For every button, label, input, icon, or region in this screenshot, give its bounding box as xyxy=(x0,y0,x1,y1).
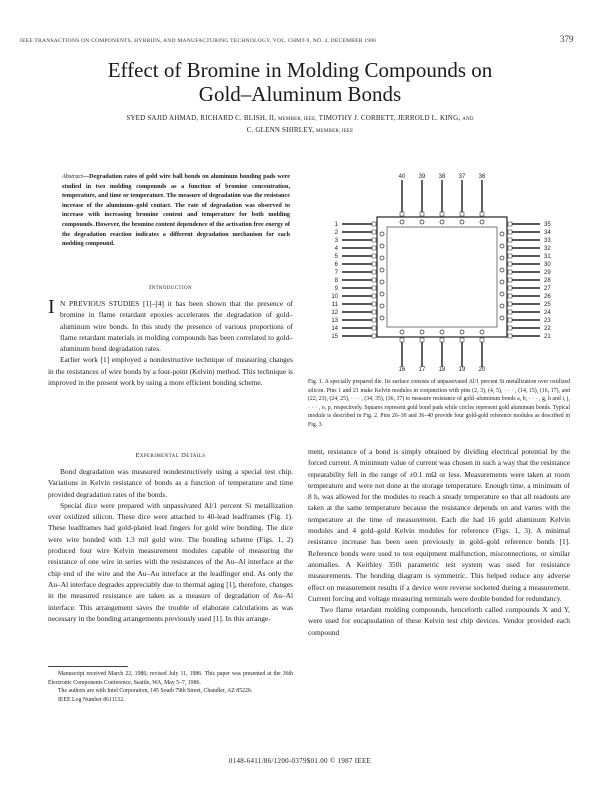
lead-pin xyxy=(508,278,551,284)
lead-pin xyxy=(335,262,376,268)
pin-label: 18 xyxy=(438,367,446,372)
gold-aluminum-bond xyxy=(500,304,504,308)
lead-pin xyxy=(331,294,376,300)
gold-bond-pad xyxy=(372,318,376,322)
lead-pin xyxy=(508,230,551,236)
member-note-2: MEMBER, IEEE xyxy=(316,129,354,134)
pin-label: 12 xyxy=(331,310,338,316)
gold-bond-pad xyxy=(480,338,484,342)
gold-bond-pad xyxy=(508,246,512,250)
pin-label: 17 xyxy=(418,367,426,372)
pin-label: 35 xyxy=(544,222,551,228)
gold-aluminum-bond xyxy=(500,280,504,284)
gold-aluminum-bond xyxy=(480,220,484,224)
experimental-body xyxy=(48,466,293,624)
lead-pin xyxy=(419,338,426,372)
pin-label: 15 xyxy=(331,334,338,340)
footnote-rule xyxy=(48,666,128,667)
title-line-2: Gold–Aluminum Bonds xyxy=(198,82,402,106)
pin-label: 13 xyxy=(331,318,338,324)
gold-bond-pad xyxy=(508,334,512,338)
lead-pin xyxy=(335,230,376,236)
title-line-1: Effect of Bromine in Molding Compounds on xyxy=(107,58,493,82)
introduction-body xyxy=(48,298,293,388)
gold-aluminum-bond xyxy=(440,330,444,334)
gold-bond-pad xyxy=(372,302,376,306)
lead-pin xyxy=(331,318,376,324)
gold-bond-pad xyxy=(440,212,444,216)
footnote-affiliation: The authors are with Intel Corporation, 145 South 79th Street, Chandler, AZ 85226. xyxy=(58,688,253,695)
section-heading-introduction: Introduction xyxy=(148,284,193,291)
lead-pin xyxy=(508,246,551,252)
lead-pin xyxy=(332,302,376,308)
pin-label: 28 xyxy=(544,278,551,284)
gold-bond-pad xyxy=(508,262,512,266)
author-list xyxy=(20,113,580,137)
gold-aluminum-bond xyxy=(460,220,464,224)
abstract-label: Abstract xyxy=(62,173,83,180)
figure-1-caption xyxy=(308,378,570,429)
lead-pin xyxy=(508,318,551,324)
pin-label: 23 xyxy=(544,318,551,324)
gold-bond-pad xyxy=(508,222,512,226)
pin-label: 40 xyxy=(398,174,406,180)
gold-aluminum-bond xyxy=(500,292,504,296)
gold-bond-pad xyxy=(508,302,512,306)
die-inner-boundary xyxy=(387,227,497,327)
paper-title xyxy=(30,58,570,106)
pin-label: 39 xyxy=(418,174,426,180)
gold-bond-pad xyxy=(372,246,376,250)
pin-label: 37 xyxy=(458,174,466,180)
pin-label: 34 xyxy=(544,230,551,236)
right-paragraph-2: Two flame retardant molding compounds, henceforth called compounds X and Y, were used for encapsulation of these Kelvin test chip devices. Vendor provided each compound xyxy=(308,605,570,637)
gold-aluminum-bond xyxy=(380,232,384,236)
copyright-line: 0148-6411/86/1200-0379$01.00 © 1987 IEEE xyxy=(228,757,372,765)
gold-bond-pad xyxy=(372,254,376,258)
gold-bond-pad xyxy=(372,310,376,314)
lead-pin xyxy=(335,278,376,284)
lead-pin xyxy=(399,338,406,372)
footnote-manuscript: Manuscript received March 22, 1986; revised July 11, 1986. This paper was presented at the 36th Electronic Components Conference, Seattle, WA, May 5–7, 1986. xyxy=(48,671,293,686)
gold-bond-pad xyxy=(460,338,464,342)
pin-label: 5 xyxy=(334,254,338,260)
lead-pin xyxy=(508,326,551,332)
gold-bond-pad xyxy=(372,270,376,274)
gold-aluminum-bond xyxy=(500,268,504,272)
lead-pin xyxy=(335,270,376,276)
gold-aluminum-bond xyxy=(500,316,504,320)
pin-label: 16 xyxy=(398,367,406,372)
footnotes xyxy=(48,670,293,704)
gold-bond-pad xyxy=(508,326,512,330)
pin-label: 24 xyxy=(544,310,551,316)
author-name-3: C. GLENN SHIRLEY, xyxy=(246,126,315,134)
gold-bond-pad xyxy=(440,338,444,342)
gold-bond-pad xyxy=(508,294,512,298)
pin-label: 20 xyxy=(478,367,486,372)
lead-pin xyxy=(335,286,376,292)
gold-aluminum-bond xyxy=(500,232,504,236)
gold-bond-pad xyxy=(372,294,376,298)
pin-label: 31 xyxy=(544,254,551,260)
gold-aluminum-bond xyxy=(440,220,444,224)
lead-pin xyxy=(335,238,376,244)
pin-label: 38 xyxy=(438,174,446,180)
pin-label: 32 xyxy=(544,246,551,252)
gold-bond-pad xyxy=(508,270,512,274)
pin-label: 3 xyxy=(334,238,338,244)
lead-pin xyxy=(335,222,376,228)
lead-pin xyxy=(508,294,551,300)
lead-pin xyxy=(508,270,551,276)
gold-bond-pad xyxy=(420,338,424,342)
pin-label: 10 xyxy=(331,294,338,300)
pin-label: 25 xyxy=(544,302,551,308)
footnote-log-number: IEEE Log Number 8611132. xyxy=(58,696,125,703)
caption-text: A specially prepared die. Its surface consists of unpassivated Al/1 percent Si metallization over oxidized silicon. Pins 1 and 21 make Kelvin modules in conjunction with pins (2, 3), (4, 5), · · · , (14, 15), (16, 17), and (22, 23), (24, 25), · · · , (34, 35), (36, 37) to measure resistance of gold–aluminum bonds a, b, · · · , g, h and i, j, · · · , o, p, respectively. Squares represent gold bond pads while circles represent gold aluminum bonds. Typical module is described in Fig. 2. Pins 26–30 and 36–40 provide four gold-gold reference modules as described in Fig. 3. xyxy=(308,379,570,428)
gold-aluminum-bond xyxy=(380,316,384,320)
author-names-1: SYED SAJID AHMAD, RICHARD C. BLISH, II, xyxy=(126,114,277,122)
gold-aluminum-bond xyxy=(400,330,404,334)
running-head: IEEE TRANSACTIONS ON COMPONENTS, HYBRIDS, AND MANUFACTURING TECHNOLOGY, VOL. CHMT-9, NO. 4, DECEMBER 1986 xyxy=(20,38,377,44)
lead-pin xyxy=(439,174,446,216)
lead-pin xyxy=(331,310,376,316)
gold-bond-pad xyxy=(372,230,376,234)
lead-pin xyxy=(419,174,426,216)
gold-aluminum-bond xyxy=(380,280,384,284)
experimental-paragraph-1: Bond degradation was measured nondestructively using a special test chip. Variations in Kelvin resistance of bonds as a function of temperature and time provided degradation rates of the bonds. xyxy=(48,467,293,499)
right-column-body xyxy=(308,446,570,638)
gold-bond-pad xyxy=(508,318,512,322)
page-number: 379 xyxy=(560,34,574,44)
pin-label: 26 xyxy=(544,294,551,300)
pin-label: 19 xyxy=(458,367,466,372)
pin-label: 27 xyxy=(544,286,551,292)
gold-bond-pad xyxy=(508,310,512,314)
pin-label: 22 xyxy=(544,326,551,332)
lead-pin xyxy=(508,262,551,268)
die-outline xyxy=(377,217,507,337)
lead-pin xyxy=(508,334,551,340)
gold-bond-pad xyxy=(508,238,512,242)
gold-bond-pad xyxy=(508,254,512,258)
gold-aluminum-bond xyxy=(380,256,384,260)
lead-pin xyxy=(508,302,551,308)
abstract xyxy=(62,172,290,249)
section-heading-experimental: Experimental Details xyxy=(135,452,206,459)
pin-label: 33 xyxy=(544,238,551,244)
drop-cap: I xyxy=(48,296,55,318)
lead-pin xyxy=(479,338,486,372)
pin-label: 1 xyxy=(334,222,338,228)
pin-label: 7 xyxy=(334,270,338,276)
pin-label: 21 xyxy=(544,334,551,340)
gold-aluminum-bond xyxy=(380,244,384,248)
gold-bond-pad xyxy=(400,212,404,216)
author-names-2: TIMOTHY J. CORBETT, JERROLD L. KING, xyxy=(318,114,461,122)
intro-lead: N PREVIOUS STUDIES xyxy=(60,299,140,308)
gold-bond-pad xyxy=(372,238,376,242)
gold-bond-pad xyxy=(420,212,424,216)
member-note-1: MEMBER, IEEE, xyxy=(278,117,317,122)
right-paragraph-1: ment, resistance of a bond is simply obtained by dividing electrical potential by the forced current. A minimum value of current was chosen in such a way that the resistance repeatability fell in the range of ±0.1 mΩ or less. Measurements were taken at room temperature and were not done at the storage temperature. Enough time, a minimum of 8 h, was allowed for the modules to reach a steady temperature so that all readouts are taken at the same temperature because the resistance depends on and varies with the temperature at the time of measurement. Each die had 16 gold aluminum Kelvin modules and 4 gold–gold Kelvin modules for reference (Figs. 1, 3). A minimal resistance increase has been seen previously in gold–gold reference bonds [1]. Reference bonds were used to test equipment malfunction, misconnections, or similar anomalies. A Keithley 350i parametric test system was used for resistance measurements. The bonding diagram is symmetric. This helped reduce any adverse effect on measurement results if a device were reverse socketed during a measurement. Current forcing and voltage measuring terminals were double bonded for redundancy. xyxy=(308,447,570,603)
lead-pin xyxy=(331,326,376,332)
lead-pin xyxy=(459,174,466,216)
gold-bond-pad xyxy=(508,278,512,282)
gold-aluminum-bond xyxy=(380,292,384,296)
lead-pin xyxy=(508,286,551,292)
lead-pin xyxy=(335,246,376,252)
gold-bond-pad xyxy=(508,230,512,234)
experimental-paragraph-2: Special dice were prepared with unpassivated Al/1 percent Si metallization over oxidized silicon. These dice were attached to 40-lead leadframes (Fig. 1). These leadframes had gold-plated lead fingers for gold wire bonding. The dice were wire bonded with 1.3 mil gold wire. The bonding scheme (Figs. 1, 2) produced four wire Kelvin measurement modules capable of measuring the resistance of one wire in series with the resistances of the Au–Al interface at the chip end of the wire and the Au–Au interface at the leadfinger end. As only the Au–Al interface degrades appreciably due to thermal aging [1], therefore, changes in the measured resistance are taken as a measure of degradation of Au–Al interface. This arrangement saves the trouble of elaborate calculations as was necessary in the bonding arrangements previously used [1]. In this arrange- xyxy=(48,500,293,623)
gold-bond-pad xyxy=(372,334,376,338)
intro-paragraph-1: [1]–[4] it has been shown that the presence of bromine in flame retardant epoxies accelerates the degradation of gold–aluminum wire bonds. In this study the presence of various proportions of flame retardant materials in molding compounds has been correlated to gold–aluminum bond degradation rates. xyxy=(60,299,293,354)
gold-bond-pad xyxy=(480,212,484,216)
gold-aluminum-bond xyxy=(380,304,384,308)
pin-label: 30 xyxy=(544,262,551,268)
author-line-1 xyxy=(20,113,580,125)
author-line-2 xyxy=(20,125,580,137)
pin-label: 9 xyxy=(334,286,338,292)
pin-label: 6 xyxy=(334,262,338,268)
intro-paragraph-2: Earlier work [1] employed a nondestructive technique of measuring changes in the resistances of wire bonds by a four-point (Kelvin) method. This technique is improved in the present work by using a more efficient bonding scheme. xyxy=(48,355,293,388)
gold-aluminum-bond xyxy=(500,244,504,248)
abstract-text: —Degradation rates of gold wire ball bonds on aluminum bonding pads were studied in two molding compounds as a function of bromine concentration, temperature, and time or temperature. The measure of degradation was the resistance increase of the aluminum–gold contact. The rate of degradation was observed to increase with increasing bromine content and temperature for both molding compounds. However, the bromine content dependence of the activation free energy of the degradation reaction indicates a different degradation mechanism for each molding compound. xyxy=(62,173,290,248)
pin-label: 29 xyxy=(544,270,551,276)
gold-aluminum-bond xyxy=(400,220,404,224)
pin-label: 2 xyxy=(334,230,338,236)
gold-aluminum-bond xyxy=(480,330,484,334)
lead-pin xyxy=(459,338,466,372)
lead-pin xyxy=(331,334,376,340)
caption-label: Fig. 1. xyxy=(308,379,324,385)
pin-label: 14 xyxy=(331,326,338,332)
lead-pin xyxy=(479,174,486,216)
gold-bond-pad xyxy=(460,212,464,216)
lead-pin xyxy=(508,254,551,260)
gold-bond-pad xyxy=(508,286,512,290)
gold-bond-pad xyxy=(372,278,376,282)
lead-pin xyxy=(508,222,551,228)
lead-pin xyxy=(399,174,406,216)
lead-pin xyxy=(439,338,446,372)
gold-bond-pad xyxy=(372,262,376,266)
gold-aluminum-bond xyxy=(420,220,424,224)
gold-bond-pad xyxy=(372,326,376,330)
gold-aluminum-bond xyxy=(420,330,424,334)
pin-label: 36 xyxy=(478,174,486,180)
author-and: AND xyxy=(462,117,474,122)
pin-label: 8 xyxy=(334,278,338,284)
pin-label: 11 xyxy=(331,302,338,308)
gold-aluminum-bond xyxy=(460,330,464,334)
lead-pin xyxy=(335,254,376,260)
gold-bond-pad xyxy=(372,286,376,290)
gold-bond-pad xyxy=(372,222,376,226)
gold-bond-pad xyxy=(400,338,404,342)
gold-aluminum-bond xyxy=(500,256,504,260)
figure-1-die-diagram xyxy=(312,172,562,372)
gold-aluminum-bond xyxy=(380,268,384,272)
lead-pin xyxy=(508,310,551,316)
lead-pin xyxy=(508,238,551,244)
pin-label: 4 xyxy=(334,246,338,252)
